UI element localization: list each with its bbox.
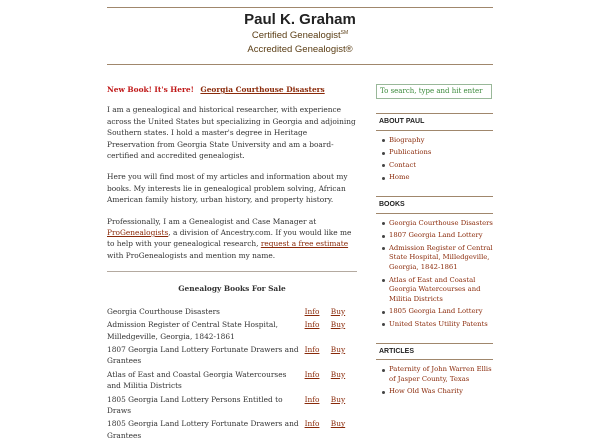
about-link[interactable]: Biography: [389, 135, 425, 144]
books-heading: BOOKS: [379, 200, 405, 208]
section-divider: [107, 271, 357, 272]
book-title: Admission Register of Central State Hospital, Milledgeville, Georgia, 1842-1861: [107, 320, 278, 341]
progenealogists-link[interactable]: ProGenealogists: [107, 228, 169, 238]
book-info-link[interactable]: Info: [304, 344, 320, 354]
professional-paragraph: [107, 216, 357, 262]
book-row: [107, 368, 357, 393]
book-buy-cell: [331, 318, 357, 343]
sidebar-book-item: [382, 244, 493, 273]
book-row: [107, 417, 357, 442]
book-info-link[interactable]: Info: [304, 320, 320, 330]
book-info-cell: [305, 318, 331, 343]
book-buy-cell: [331, 417, 357, 442]
registered-mark: ®: [345, 44, 353, 55]
sidebar-book-link[interactable]: Admission Register of Central State Hospital, Milledgeville, Georgia, 1842-1861: [389, 243, 493, 271]
book-title: 1805 Georgia Land Lottery Fortunate Drawers and Grantees: [107, 419, 299, 440]
article-link[interactable]: How Old Was Charity: [389, 387, 463, 396]
professional-text-a: Professionally, I am a Genealogist and Case Manager at: [107, 216, 317, 226]
book-buy-link[interactable]: Buy: [330, 369, 346, 379]
about-item: [382, 136, 493, 146]
about-link[interactable]: Publications: [389, 148, 432, 157]
book-info-link[interactable]: Info: [304, 369, 320, 379]
sidebar-book-item: [382, 320, 493, 330]
article-link[interactable]: Paternity of John Warren Ellis of Jasper County, Texas: [389, 365, 492, 383]
sidebar-book-link[interactable]: Atlas of East and Coastal Georgia Watercourses and Militia Districts: [389, 275, 481, 303]
new-book-banner: [107, 84, 357, 95]
new-book-link[interactable]: Georgia Courthouse Disasters: [200, 85, 325, 94]
book-buy-link[interactable]: Buy: [330, 320, 346, 330]
book-info-link[interactable]: Info: [304, 394, 320, 404]
books-for-sale-table: [107, 305, 357, 442]
article-item: [382, 365, 493, 384]
about-heading: ABOUT PAUL: [379, 118, 425, 125]
book-title: 1805 Georgia Land Lottery Persons Entitled to Draws: [107, 394, 283, 415]
tagline-certified-text: Certified Genealogist: [251, 30, 341, 41]
tagline-accredited: [107, 44, 493, 55]
about-item: [382, 148, 493, 158]
book-buy-cell: [331, 393, 357, 418]
site-header: [107, 0, 493, 66]
free-estimate-link[interactable]: request a free estimate: [260, 239, 349, 249]
book-row: [107, 343, 357, 368]
header-bottom-rule: [107, 64, 493, 65]
about-list: [376, 131, 493, 196]
intro-paragraph: I am a genealogical and historical researcher, with experience across the United States but specializing in Georgia and adjoining Southern states. I hold a master's degree in Heritage Preservation from Georgia State University and am a board-certified and accredited genealogist.: [107, 105, 356, 161]
professional-text-c: with ProGenealogists and mention my name.: [107, 250, 276, 260]
book-info-cell: [305, 417, 331, 442]
tagline-accredited-text: Accredited Genealogist: [247, 44, 346, 55]
professional-text-b: , a division of Ancestry.com. If you would like me to help with your genealogical research,: [107, 228, 352, 249]
new-book-label: New Book! It's Here!: [107, 85, 194, 94]
sidebar-book-item: [382, 276, 493, 305]
sidebar-book-link[interactable]: 1805 Georgia Land Lottery: [389, 307, 483, 316]
sidebar-book-item: [382, 231, 493, 241]
books-for-sale-title: Genealogy Books For Sale: [178, 284, 286, 294]
book-buy-cell: [331, 343, 357, 368]
book-info-cell: [305, 368, 331, 393]
book-buy-link[interactable]: Buy: [330, 344, 346, 354]
tagline-certified: [107, 30, 493, 41]
book-buy-cell: [331, 368, 357, 393]
service-mark: SM: [340, 30, 349, 36]
sidebar-book-link[interactable]: United States Utility Patents: [389, 319, 488, 328]
sidebar-book-item: [382, 219, 493, 229]
site-title[interactable]: Paul K. Graham: [244, 11, 356, 28]
about-link[interactable]: Contact: [389, 160, 416, 169]
book-row: [107, 393, 357, 418]
articles-list: [376, 360, 493, 410]
book-buy-link[interactable]: Buy: [330, 306, 346, 316]
book-row: [107, 305, 357, 318]
about-item: [382, 173, 493, 183]
book-info-cell: [305, 393, 331, 418]
book-info-cell: [305, 305, 331, 318]
book-info-link[interactable]: Info: [304, 306, 320, 316]
interests-paragraph: Here you will find most of my articles and information about my books. My interests lie in genealogical problem solving, African American family history, urban history, and property history.: [107, 172, 348, 205]
main-content: [107, 84, 357, 442]
book-row: [107, 318, 357, 343]
about-item: [382, 161, 493, 171]
about-link[interactable]: Home: [389, 173, 410, 182]
book-title: 1807 Georgia Land Lottery Fortunate Drawers and Grantees: [107, 344, 299, 366]
book-buy-link[interactable]: Buy: [330, 419, 346, 429]
article-item: [382, 387, 493, 397]
sidebar-book-link[interactable]: Georgia Courthouse Disasters: [389, 218, 493, 227]
book-info-link[interactable]: Info: [304, 419, 320, 429]
sidebar-book-item: [382, 307, 493, 317]
sidebar: [376, 84, 493, 410]
sidebar-book-link[interactable]: 1807 Georgia Land Lottery: [389, 231, 483, 240]
book-title: Georgia Courthouse Disasters: [107, 306, 220, 316]
book-title: Atlas of East and Coastal Georgia Watercourses and Militia Districts: [107, 369, 287, 391]
books-list: [376, 214, 493, 343]
book-info-cell: [305, 343, 331, 368]
articles-heading: ARTICLES: [379, 347, 414, 355]
header-top-rule: [107, 7, 493, 8]
book-buy-cell: [331, 305, 357, 318]
book-buy-link[interactable]: Buy: [330, 394, 346, 404]
search-input[interactable]: To search, type and hit enter: [376, 84, 492, 99]
